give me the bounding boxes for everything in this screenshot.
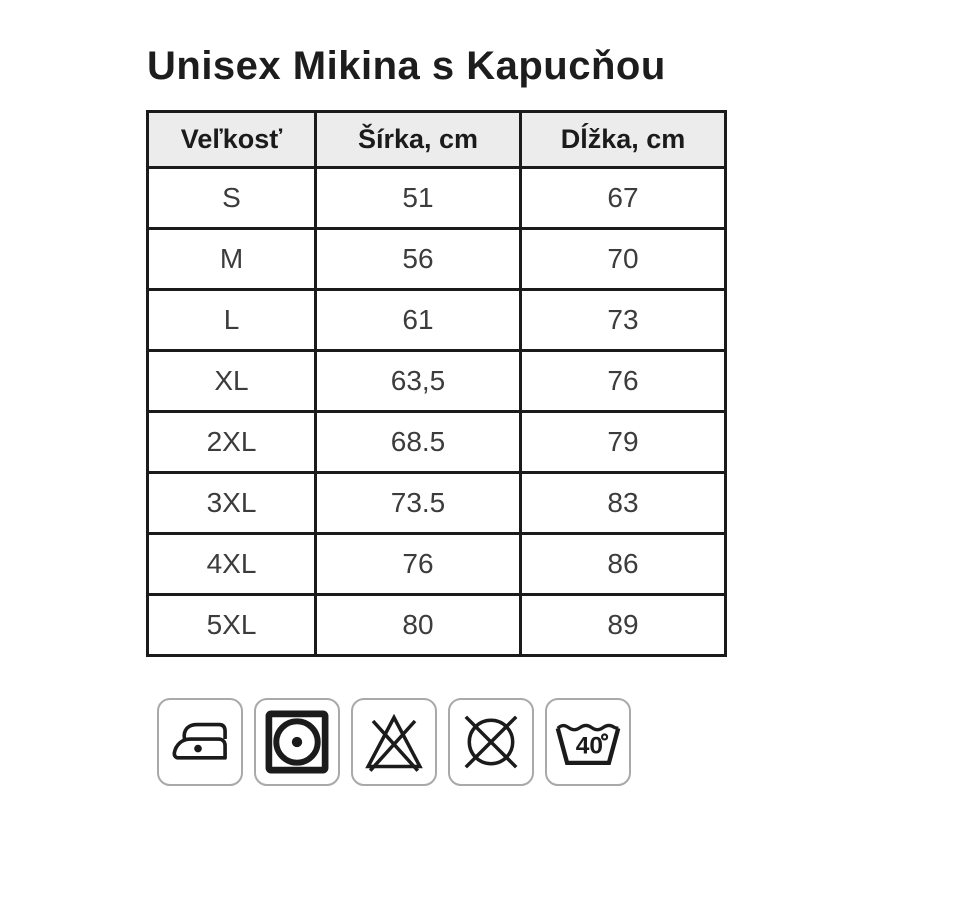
length-cell: 67: [521, 168, 726, 229]
care-instructions-row: [157, 698, 631, 786]
length-cell: 73: [521, 290, 726, 351]
table-row: [148, 290, 726, 351]
page-title: Unisex Mikina s Kapucňou: [147, 44, 666, 88]
size-cell: M: [148, 229, 316, 290]
length-cell: 86: [521, 534, 726, 595]
width-cell: 68.5: [316, 412, 521, 473]
size-cell: 4XL: [148, 534, 316, 595]
table-row: [148, 595, 726, 656]
wash-40-icon: [545, 698, 631, 786]
iron-low-temp-icon: [157, 698, 243, 786]
table-row: [148, 534, 726, 595]
table-header: [148, 112, 726, 168]
width-cell: 73.5: [316, 473, 521, 534]
table-row: [148, 229, 726, 290]
table-row: [148, 473, 726, 534]
size-cell: L: [148, 290, 316, 351]
size-cell: S: [148, 168, 316, 229]
size-cell: 2XL: [148, 412, 316, 473]
table-body: [148, 168, 726, 656]
size-chart-table: [146, 110, 727, 657]
size-cell: XL: [148, 351, 316, 412]
length-cell: 83: [521, 473, 726, 534]
column-header-size: Veľkosť: [148, 112, 316, 168]
column-header-width: Šírka, cm: [316, 112, 521, 168]
length-cell: 76: [521, 351, 726, 412]
do-not-bleach-icon: [351, 698, 437, 786]
table-row: [148, 412, 726, 473]
header-row: [148, 112, 726, 168]
table-row: [148, 351, 726, 412]
do-not-dry-clean-icon: [448, 698, 534, 786]
column-header-length: Dĺžka, cm: [521, 112, 726, 168]
width-cell: 63,5: [316, 351, 521, 412]
table-row: [148, 168, 726, 229]
length-cell: 89: [521, 595, 726, 656]
length-cell: 70: [521, 229, 726, 290]
length-cell: 79: [521, 412, 726, 473]
wash-temperature-label: 40: [575, 732, 603, 760]
tumble-dry-icon: [254, 698, 340, 786]
size-cell: 5XL: [148, 595, 316, 656]
width-cell: 61: [316, 290, 521, 351]
size-cell: 3XL: [148, 473, 316, 534]
width-cell: 56: [316, 229, 521, 290]
width-cell: 76: [316, 534, 521, 595]
degree-symbol: [602, 734, 607, 739]
width-cell: 80: [316, 595, 521, 656]
width-cell: 51: [316, 168, 521, 229]
